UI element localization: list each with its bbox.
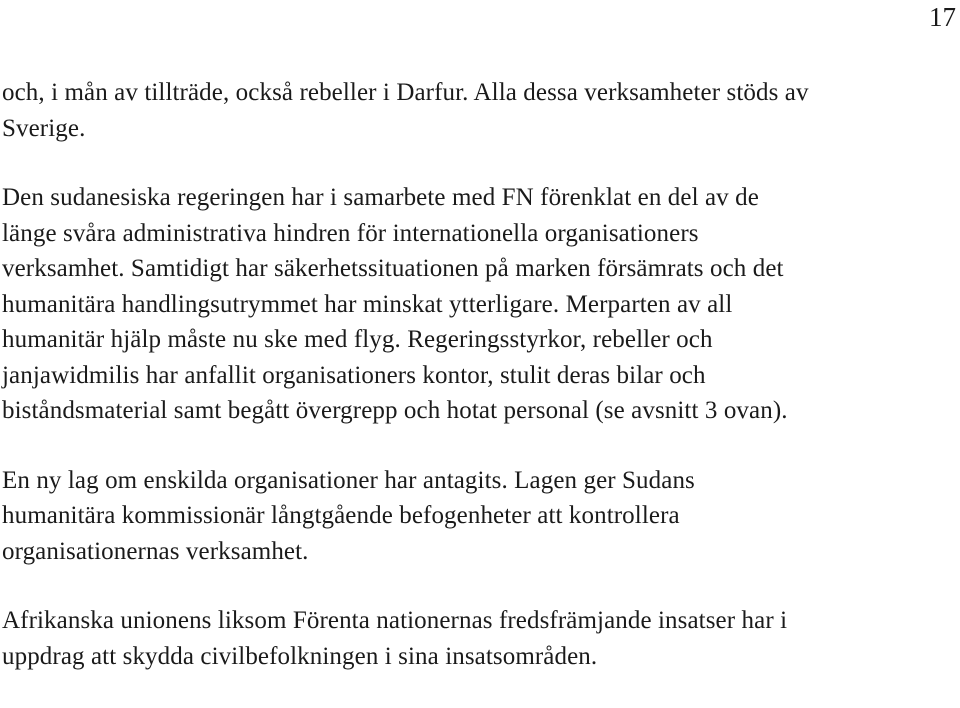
text-line: humanitära handlingsutrymmet har minskat ytterligare. Merparten av all bbox=[2, 290, 733, 318]
text-line: uppdrag att skydda civilbefolkningen i sina insatsområden. bbox=[2, 642, 598, 670]
text-line: janjawidmilis har anfallit organisationers kontor, stulit deras bilar och bbox=[2, 361, 706, 389]
page-number: 17 bbox=[929, 2, 956, 32]
text-line: En ny lag om enskilda organisationer har antagits. Lagen ger Sudans bbox=[2, 466, 695, 494]
document-body bbox=[2, 75, 958, 708]
paragraph-peacekeeping bbox=[2, 603, 958, 674]
text-line: Afrikanska unionens liksom Förenta nationernas fredsfrämjande insatser har i bbox=[2, 607, 788, 634]
text-line: Den sudanesiska regeringen har i samarbete med FN förenklat en del av de bbox=[2, 184, 759, 211]
paragraph-humanitarian-situation bbox=[2, 180, 958, 429]
text-line: humanitär hjälp måste nu ske med flyg. Regeringsstyrkor, rebeller och bbox=[2, 326, 713, 353]
text-line: biståndsmaterial samt begått övergrepp och hotat personal (se avsnitt 3 ovan). bbox=[2, 397, 788, 424]
text-line: Sverige. bbox=[2, 114, 86, 142]
text-line: och, i mån av tillträde, också rebeller i Darfur. Alla dessa verksamheter stöds av bbox=[2, 79, 809, 106]
text-line: humanitära kommissionär långtgående befogenheter att kontrollera bbox=[2, 502, 680, 529]
text-line: verksamhet. Samtidigt har säkerhetssituationen på marken försämrats och det bbox=[2, 255, 784, 282]
paragraph-new-law bbox=[2, 463, 958, 570]
paragraph-support-sweden bbox=[2, 75, 958, 146]
text-line: organisationernas verksamhet. bbox=[2, 537, 309, 565]
text-line: länge svåra administrativa hindren för internationella organisationers bbox=[2, 219, 699, 247]
